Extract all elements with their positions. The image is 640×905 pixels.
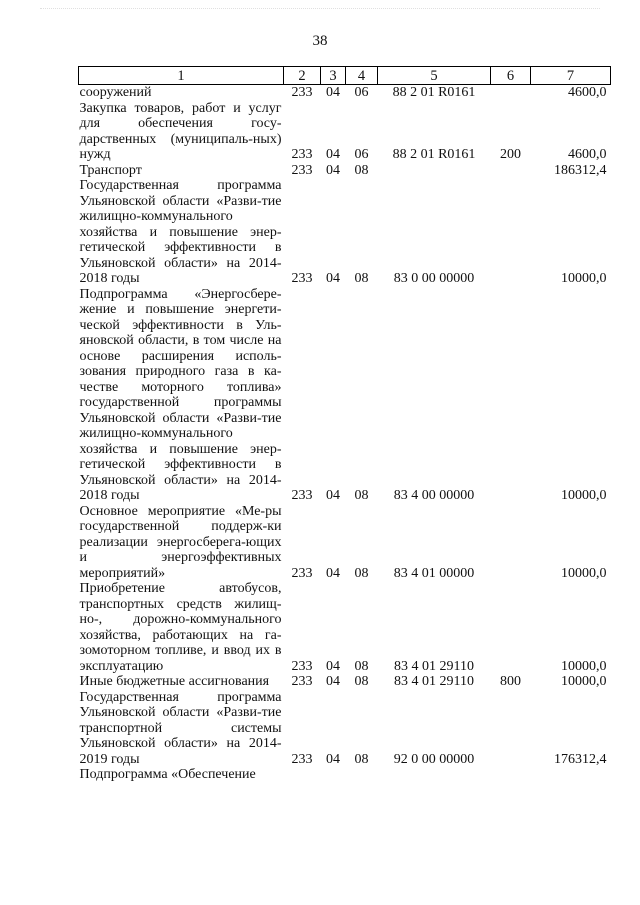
row-col-4: 08 <box>354 658 369 674</box>
row-col-2: 233 <box>291 85 313 100</box>
col-header-1: 1 <box>79 67 284 85</box>
row-col-3: 04 <box>326 674 340 689</box>
row-name: Основное мероприятие «Ме-ры государственной поддерж-ки реализации энергосберега-ющих и энергоэффективных мероприятий» <box>79 503 282 581</box>
row-amount: 10000,0 <box>561 488 607 503</box>
row-col-3: 04 <box>326 162 340 178</box>
row-name: Транспорт <box>79 162 142 178</box>
row-col-3: 04 <box>326 147 340 162</box>
scan-artifact <box>40 8 600 13</box>
row-amount: 10000,0 <box>561 658 607 674</box>
row-name: Иные бюджетные ассигнования <box>79 674 270 689</box>
row-col-3: 04 <box>326 658 340 674</box>
row-code: 83 4 01 00000 <box>393 565 475 581</box>
row-col-6: 800 <box>500 674 521 689</box>
row-col-3: 04 <box>326 751 340 767</box>
table-row <box>79 581 611 674</box>
table-row <box>79 101 611 163</box>
table-row <box>79 178 611 287</box>
row-code: 88 2 01 R0161 <box>392 85 476 100</box>
row-col-4: 08 <box>354 488 369 503</box>
row-amount: 10000,0 <box>561 271 607 286</box>
row-col-6 <box>491 178 531 287</box>
row-name: Приобретение автобусов, транспортных средств жилищ-но-, дорожно-коммунального хозяйства, работающих на га-зомоторном топливе, и ввод их в эксплуатацию <box>79 581 282 674</box>
row-col-2: 233 <box>291 674 313 689</box>
row-code: 92 0 00 00000 <box>393 751 475 767</box>
row-code: 83 4 00 00000 <box>393 488 475 503</box>
row-col-4: 08 <box>354 271 369 286</box>
row-col-2 <box>284 767 321 783</box>
table-row <box>79 690 611 768</box>
row-col-4 <box>346 767 378 783</box>
page-number: 38 <box>312 33 328 49</box>
table-row <box>79 163 611 179</box>
col-header-6: 6 <box>491 67 531 85</box>
row-col-3: 04 <box>326 85 340 100</box>
row-col-3: 04 <box>326 488 340 503</box>
row-name: Подпрограмма «Обеспечение <box>79 767 256 782</box>
row-col-3: 04 <box>326 565 340 581</box>
row-col-3 <box>321 767 346 783</box>
row-col-6 <box>491 85 531 101</box>
row-code: 83 4 01 29110 <box>394 658 474 674</box>
row-col-6 <box>491 504 531 582</box>
row-amount: 186312,4 <box>554 162 607 178</box>
row-col-6 <box>491 163 531 179</box>
table-row <box>79 287 611 504</box>
budget-table <box>78 66 611 783</box>
row-amount: 4600,0 <box>568 147 607 162</box>
row-code: 83 4 01 29110 <box>394 674 474 689</box>
col-header-2: 2 <box>284 67 321 85</box>
row-col-6 <box>491 581 531 674</box>
col-header-4: 4 <box>346 67 378 85</box>
row-col-2: 233 <box>291 271 313 286</box>
table-body <box>79 85 611 783</box>
row-col-6 <box>491 287 531 504</box>
row-name: Государственная программа Ульяновской области «Разви-тие транспортной системы Ульяновской области» на 2014-2019 годы <box>79 689 282 767</box>
row-col-2: 233 <box>291 162 313 178</box>
row-amount: 10000,0 <box>561 674 607 689</box>
row-col-2: 233 <box>291 565 313 581</box>
row-col-4: 08 <box>354 565 369 581</box>
row-col-2: 233 <box>291 751 313 767</box>
row-col-4: 06 <box>354 147 369 162</box>
row-col-2: 233 <box>291 658 313 674</box>
row-amount: 10000,0 <box>561 565 607 581</box>
row-col-2: 233 <box>291 488 313 503</box>
table-row <box>79 85 611 101</box>
row-col-6: 200 <box>500 147 521 162</box>
row-amount: 176312,4 <box>554 751 607 767</box>
col-header-3: 3 <box>321 67 346 85</box>
row-col-6 <box>491 690 531 768</box>
row-code <box>378 163 491 179</box>
row-amount <box>531 767 611 783</box>
row-col-3: 04 <box>326 271 340 286</box>
row-col-4: 08 <box>354 162 369 178</box>
row-col-2: 233 <box>291 147 313 162</box>
row-col-4: 08 <box>354 751 369 767</box>
table-row <box>79 674 611 690</box>
col-header-5: 5 <box>378 67 491 85</box>
row-name: Подпрограмма «Энергосбере-жение и повышение энергети-ческой эффективности в Уль-яновской области, в том числе на основе расширения исполь-зования природного газа в ка-честве моторного топлива» государственной программы Ульяновской области «Разви-тие жилищно-коммунального хозяйства и повышение энер-гетической эффективности в Ульяновской области» на 2014-2018 годы <box>79 286 282 503</box>
col-header-7: 7 <box>531 67 611 85</box>
row-code: 83 0 00 00000 <box>393 271 475 286</box>
row-col-4: 06 <box>354 85 369 100</box>
row-name: Государственная программа Ульяновской области «Разви-тие жилищно-коммунального хозяйства и повышение энер-гетической эффективности в Ульяновской области» на 2014-2018 годы <box>79 178 282 286</box>
row-name: Закупка товаров, работ и услуг для обеспечения госу-дарственных (муниципаль-ных) нужд <box>79 100 282 162</box>
table-row <box>79 504 611 582</box>
row-col-6 <box>491 767 531 783</box>
row-code <box>378 767 491 783</box>
table-row <box>79 767 611 783</box>
row-code: 88 2 01 R0161 <box>392 147 476 162</box>
row-name: сооружений <box>79 85 152 100</box>
row-amount: 4600,0 <box>568 85 607 100</box>
table-header-row <box>79 67 611 85</box>
row-col-4: 08 <box>354 674 369 689</box>
